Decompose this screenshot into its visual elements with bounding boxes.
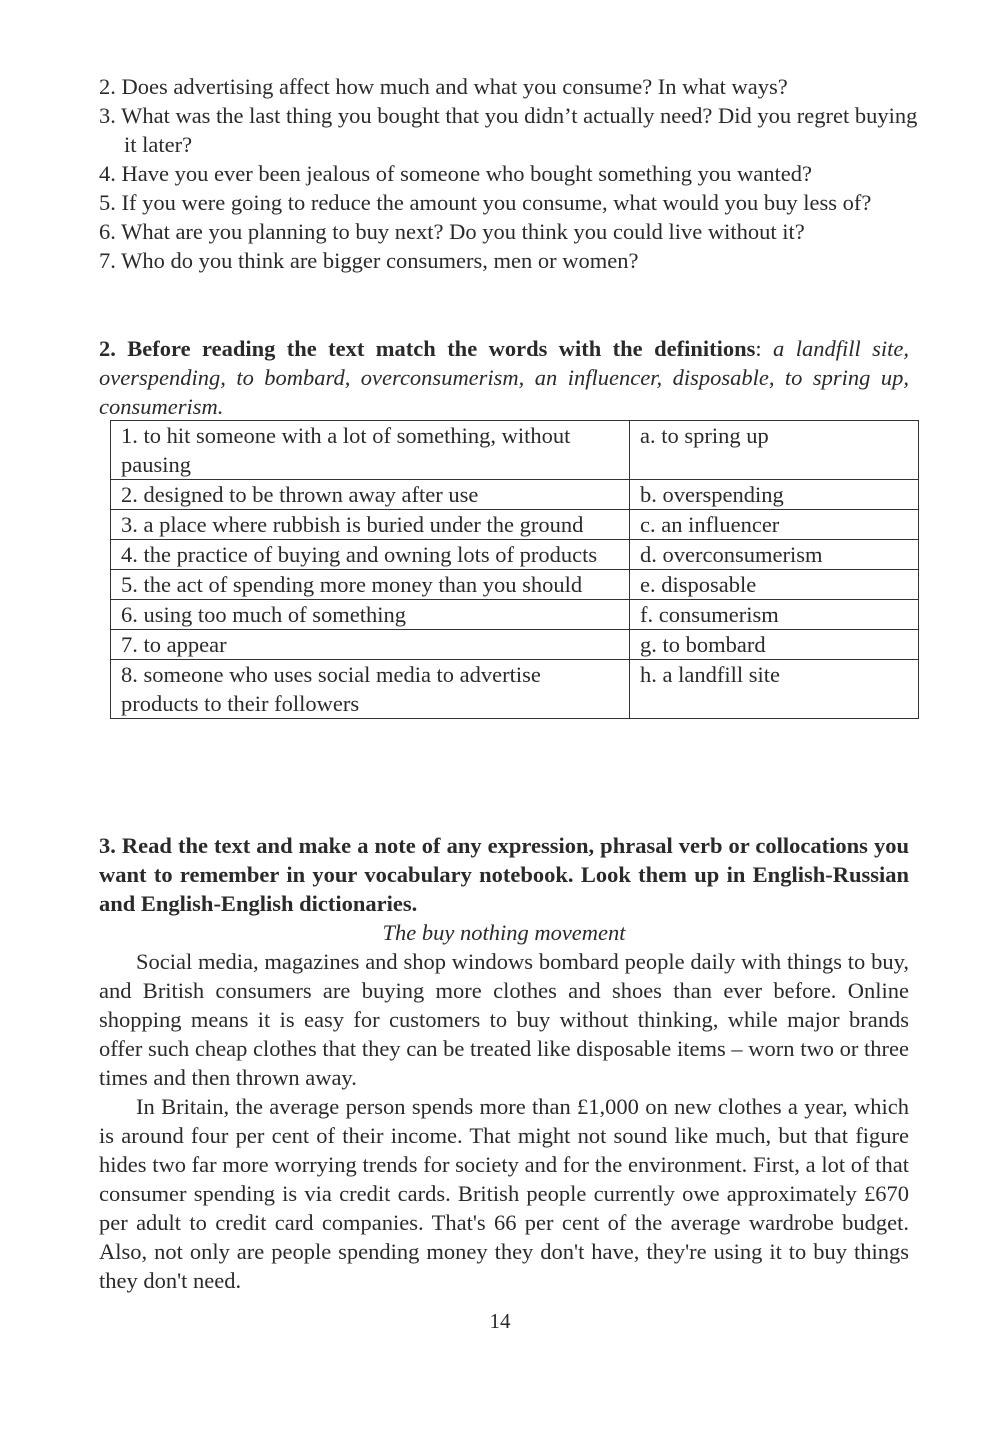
text-paragraph: In Britain, the average person spends more than £1,000 on new clothes a year, which is around four per cent of their income. That might not sound like much, but that figure hides two far more worrying trends for society and for the environment. First, a lot of that consumer spending is via credit cards. British people currently owe approximately £670 per adult to credit card companies. That's 66 per cent of the average wardrobe budget. Also, not only are people spending money they don't have, they're using it to buy things they don't need. (99, 1094, 909, 1293)
table-row (111, 660, 919, 719)
task-2-heading: 2. Before reading the text match the words with the definitions (99, 336, 756, 361)
task-2-instructions (99, 334, 909, 421)
discussion-questions (99, 72, 919, 275)
table-row (111, 480, 919, 510)
question-item: 4. Have you ever been jealous of someone who bought something you wanted? (99, 161, 812, 186)
question-item: 5. If you were going to reduce the amount you consume, what would you buy less of? (99, 190, 872, 215)
table-row (111, 630, 919, 660)
word-cell: c. an influencer (630, 510, 919, 540)
table-row (111, 510, 919, 540)
definition-cell: 5. the act of spending more money than you should (111, 570, 630, 600)
definition-cell: 3. a place where rubbish is buried under the ground (111, 510, 630, 540)
question-item: 2. Does advertising affect how much and what you consume? In what ways? (99, 74, 788, 99)
task-3-heading: 3. Read the text and make a note of any expression, phrasal verb or collocations you want to remember in your vocabulary notebook. Look them up in English-Russian and English-English dictionaries. (99, 833, 909, 916)
text-title: The buy nothing movement (382, 920, 626, 945)
definition-cell: 1. to hit someone with a lot of something, without pausing (111, 421, 630, 480)
task-2-colon: : (755, 336, 774, 361)
table-row (111, 421, 919, 480)
definition-cell: 4. the practice of buying and owning lots of products (111, 540, 630, 570)
word-cell: h. a landfill site (630, 660, 919, 719)
word-cell: f. consumerism (630, 600, 919, 630)
word-cell: a. to spring up (630, 421, 919, 480)
task-2-word-list: a landfill site, overspending, to bombard, overconsumerism, an influencer, disposable, to spring up, consumerism. (99, 336, 909, 419)
word-cell: b. overspending (630, 480, 919, 510)
table-row (111, 600, 919, 630)
word-cell: d. overconsumerism (630, 540, 919, 570)
matching-table (110, 420, 919, 719)
definition-cell: 6. using too much of something (111, 600, 630, 630)
question-item: 3. What was the last thing you bought that you didn’t actually need? Did you regret buying it later? (99, 103, 918, 157)
text-paragraph: Social media, magazines and shop windows bombard people daily with things to buy, and British consumers are buying more clothes and shoes than ever before. Online shopping means it is easy for customers to buy without thinking, while major brands offer such cheap clothes that they can be treated like disposable items – worn two or three times and then thrown away. (99, 949, 909, 1090)
definition-cell: 2. designed to be thrown away after use (111, 480, 630, 510)
table-row (111, 570, 919, 600)
table-row (111, 540, 919, 570)
word-cell: e. disposable (630, 570, 919, 600)
definition-cell: 8. someone who uses social media to advertise products to their followers (111, 660, 630, 719)
page-number: 14 (489, 1309, 511, 1333)
definition-cell: 7. to appear (111, 630, 630, 660)
question-item: 6. What are you planning to buy next? Do you think you could live without it? (99, 219, 805, 244)
word-cell: g. to bombard (630, 630, 919, 660)
question-item: 7. Who do you think are bigger consumers, men or women? (99, 248, 639, 273)
